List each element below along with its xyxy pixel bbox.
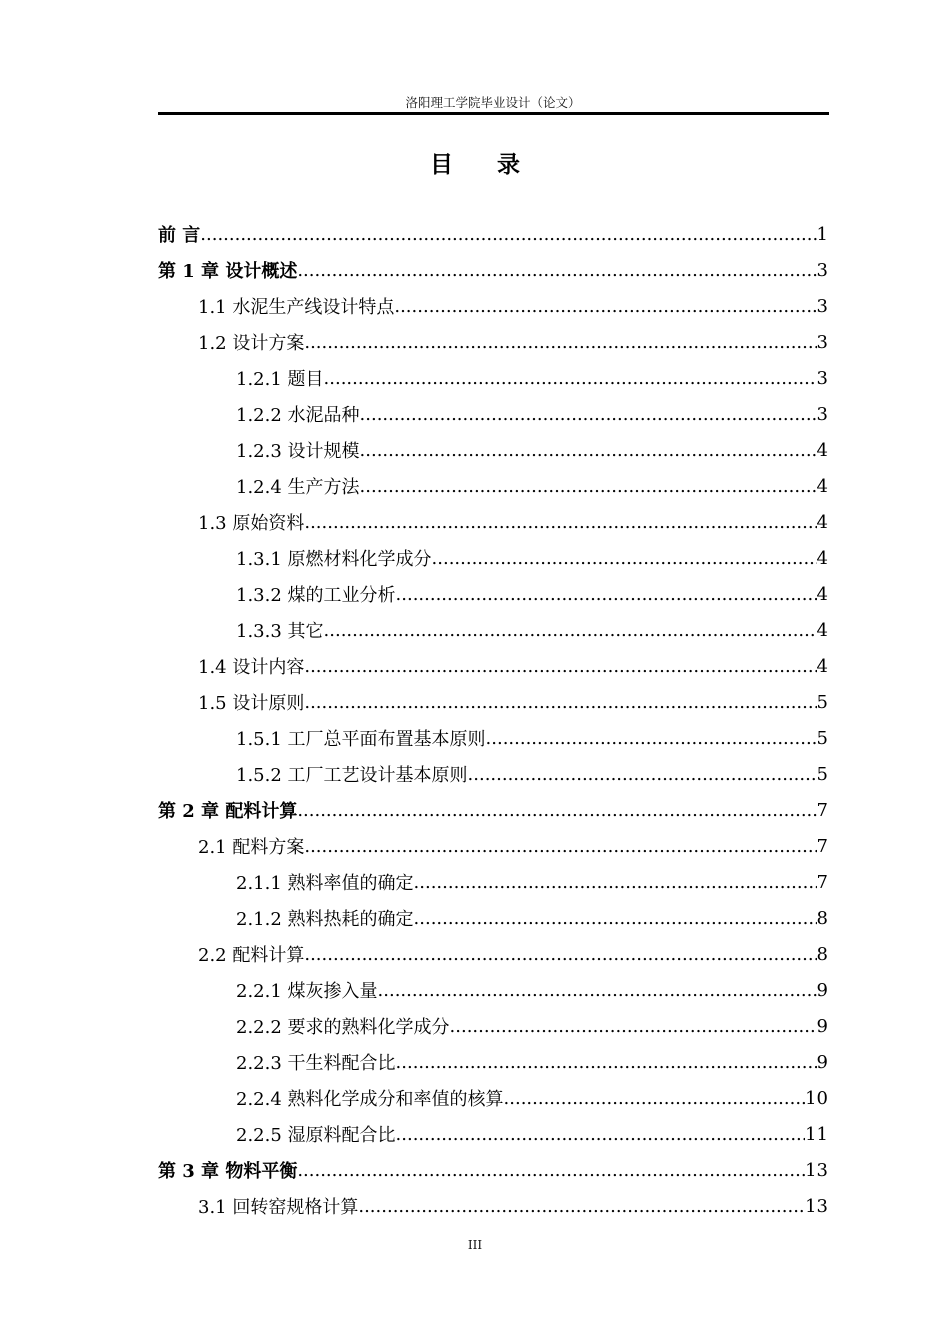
toc-leader-dots [304, 332, 816, 353]
toc-entry-label: 2.2.5 湿原料配合比 [236, 1125, 396, 1146]
toc-leader-dots [200, 224, 816, 245]
toc-entry-page: 13 [805, 1159, 828, 1181]
toc-entry[interactable] [158, 396, 828, 432]
toc-entry-label: 1.1 水泥生产线设计特点 [198, 297, 395, 318]
toc-entry-page: 3 [816, 295, 828, 317]
toc-entry-label: 1.5.1 工厂总平面布置基本原则 [236, 729, 486, 750]
toc-leader-dots [324, 368, 817, 389]
toc-entry-label: 1.5 设计原则 [198, 693, 305, 714]
toc-entry-label: 1.2.3 设计规模 [236, 441, 360, 462]
toc-entry[interactable] [158, 576, 828, 612]
toc-entry-page: 7 [816, 871, 828, 893]
toc-leader-dots [304, 944, 816, 965]
toc-entry-label: 2.1 配料方案 [198, 837, 305, 858]
toc-entry-label: 1.3.1 原燃材料化学成分 [236, 549, 432, 570]
toc-entry-page: 5 [816, 727, 828, 749]
toc-entry-label: 1.2.1 题目 [236, 369, 324, 390]
toc-entry[interactable] [158, 1080, 828, 1116]
toc-entry-label: 1.2 设计方案 [198, 333, 305, 354]
toc-entry-label: 2.2.2 要求的熟料化学成分 [236, 1017, 450, 1038]
toc-entry[interactable] [158, 1008, 828, 1044]
toc-entry-page: 3 [816, 403, 828, 425]
toc-leader-dots [396, 1052, 817, 1073]
toc-entry[interactable] [158, 1044, 828, 1080]
toc-leader-dots [360, 404, 817, 425]
toc-entry-page: 9 [816, 979, 828, 1001]
toc-leader-dots [468, 764, 817, 785]
toc-entry[interactable] [158, 612, 828, 648]
toc-entry[interactable] [158, 936, 828, 972]
toc-leader-dots [394, 296, 816, 317]
toc-entry-label: 1.3.3 其它 [236, 621, 324, 642]
toc-entry[interactable] [158, 864, 828, 900]
toc-leader-dots [297, 260, 816, 281]
toc-entry-page: 7 [816, 799, 828, 821]
toc-entry-label: 2.2 配料计算 [198, 945, 305, 966]
toc-entry[interactable] [158, 288, 828, 324]
toc-entry[interactable] [158, 216, 828, 252]
toc-entry-page: 11 [805, 1123, 828, 1145]
toc-entry-page: 4 [816, 655, 828, 677]
toc-entry[interactable] [158, 684, 828, 720]
toc-leader-dots [396, 584, 817, 605]
toc-entry-page: 9 [816, 1015, 828, 1037]
page-title: 目 录 [429, 151, 538, 178]
toc-entry-label: 第 2 章 配料计算 [158, 801, 298, 822]
toc-entry-page: 3 [816, 259, 828, 281]
toc-entry[interactable] [158, 1152, 828, 1188]
toc-entry-page: 4 [816, 511, 828, 533]
toc-leader-dots [297, 800, 816, 821]
toc-leader-dots [304, 836, 816, 857]
toc-entry-page: 3 [816, 367, 828, 389]
toc-entry[interactable] [158, 504, 828, 540]
toc-entry-page: 7 [816, 835, 828, 857]
toc-leader-dots [504, 1088, 806, 1109]
toc-entry[interactable] [158, 468, 828, 504]
toc-entry[interactable] [158, 972, 828, 1008]
toc-entry-label: 2.2.4 熟料化学成分和率值的核算 [236, 1089, 504, 1110]
toc-entry[interactable] [158, 648, 828, 684]
toc-entry-page: 4 [816, 583, 828, 605]
toc-entry-page: 8 [816, 943, 828, 965]
toc-entry-label: 1.4 设计内容 [198, 657, 305, 678]
toc-entry-label: 2.2.1 煤灰掺入量 [236, 981, 378, 1002]
toc-leader-dots [297, 1160, 805, 1181]
toc-entry[interactable] [158, 252, 828, 288]
toc-entry-label: 第 1 章 设计概述 [158, 261, 298, 282]
toc-entry-page: 3 [816, 331, 828, 353]
toc-entry[interactable] [158, 720, 828, 756]
table-of-contents [158, 216, 828, 1224]
toc-entry-label: 前 言 [158, 225, 201, 246]
toc-entry-page: 8 [816, 907, 828, 929]
toc-entry-page: 13 [805, 1195, 828, 1217]
toc-entry[interactable] [158, 432, 828, 468]
toc-entry-page: 5 [816, 691, 828, 713]
toc-entry[interactable] [158, 756, 828, 792]
toc-leader-dots [414, 908, 817, 929]
toc-entry-page: 10 [805, 1087, 828, 1109]
toc-entry-label: 1.3.2 煤的工业分析 [236, 585, 396, 606]
toc-entry[interactable] [158, 1188, 828, 1224]
toc-entry[interactable] [158, 792, 828, 828]
toc-leader-dots [304, 692, 816, 713]
toc-entry-page: 4 [816, 475, 828, 497]
toc-entry-label: 3.1 回转窑规格计算 [198, 1197, 359, 1218]
toc-entry-label: 1.2.2 水泥品种 [236, 405, 360, 426]
toc-leader-dots [304, 656, 816, 677]
toc-entry-page: 4 [816, 619, 828, 641]
page-number: III [467, 1238, 483, 1252]
toc-entry[interactable] [158, 540, 828, 576]
toc-entry-page: 4 [816, 439, 828, 461]
toc-entry[interactable] [158, 360, 828, 396]
toc-entry-label: 2.2.3 干生料配合比 [236, 1053, 396, 1074]
toc-entry-label: 1.3 原始资料 [198, 513, 305, 534]
toc-leader-dots [396, 1124, 806, 1145]
toc-entry-page: 1 [816, 223, 828, 245]
toc-entry-page: 9 [816, 1051, 828, 1073]
toc-entry-label: 第 3 章 物料平衡 [158, 1161, 298, 1182]
toc-entry-label: 2.1.1 熟料率值的确定 [236, 873, 414, 894]
toc-entry-page: 4 [816, 547, 828, 569]
toc-entry[interactable] [158, 1116, 828, 1152]
toc-entry-page: 5 [816, 763, 828, 785]
toc-leader-dots [450, 1016, 817, 1037]
toc-entry[interactable] [158, 900, 828, 936]
toc-entry-label: 1.2.4 生产方法 [236, 477, 360, 498]
toc-leader-dots [414, 872, 817, 893]
toc-leader-dots [304, 512, 816, 533]
toc-leader-dots [358, 1196, 805, 1217]
toc-leader-dots [360, 476, 817, 497]
toc-leader-dots [360, 440, 817, 461]
toc-entry-label: 2.1.2 熟料热耗的确定 [236, 909, 414, 930]
toc-leader-dots [378, 980, 817, 1001]
toc-entry-label: 1.5.2 工厂工艺设计基本原则 [236, 765, 468, 786]
page-header: 洛阳理工学院毕业设计（论文） [405, 95, 581, 110]
toc-entry[interactable] [158, 324, 828, 360]
header-rule [158, 112, 829, 115]
toc-entry[interactable] [158, 828, 828, 864]
toc-leader-dots [486, 728, 817, 749]
toc-leader-dots [432, 548, 817, 569]
toc-leader-dots [324, 620, 817, 641]
